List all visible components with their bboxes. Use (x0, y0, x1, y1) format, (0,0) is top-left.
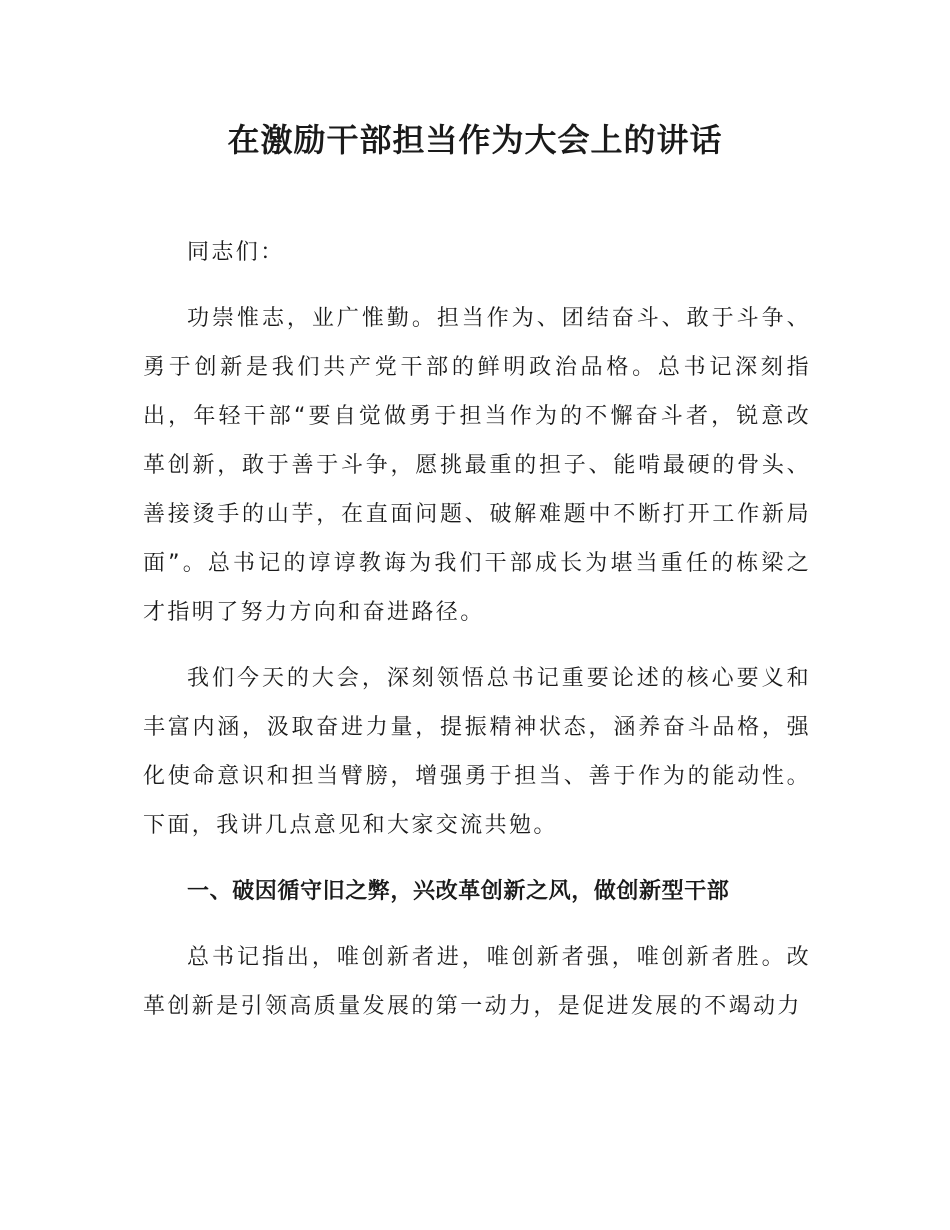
section-paragraph: 总书记指出，唯创新者进，唯创新者强，唯创新者胜。改革创新是引领高质量发展的第一动力，是促进发展的不竭动力 (143, 945, 811, 1019)
document-title: 在激励干部担当作为大会上的讲话 (227, 121, 723, 159)
greeting: 同志们： (187, 240, 285, 265)
paragraph-meeting: 我们今天的大会，深刻领悟总书记重要论述的核心要义和丰富内涵，汲取奋进力量，提振精神状态，涵养奋斗品格，强化使命意识和担当臂膀，增强勇于担当、善于作为的能动性。下面，我讲几点意见和大家交流共勉。 (143, 666, 811, 838)
document-body (143, 228, 811, 1048)
paragraph-intro: 功崇惟志，业广惟勤。担当作为、团结奋斗、敢于斗争、勇于创新是我们共产党干部的鲜明政治品格。总书记深刻指出，年轻干部“要自觉做勇于担当作为的不懈奋斗者，锐意改革创新，敢于善于斗争，愿挑最重的担子、能啃最硬的骨头、善接烫手的山芋，在直面问题、破解难题中不断打开工作新局面”。总书记的谆谆教诲为我们干部成长为堪当重任的栋梁之才指明了努力方向和奋进路径。 (143, 306, 811, 625)
section-heading: 一、破因循守旧之弊，兴改革创新之风，做创新型干部 (187, 879, 730, 904)
